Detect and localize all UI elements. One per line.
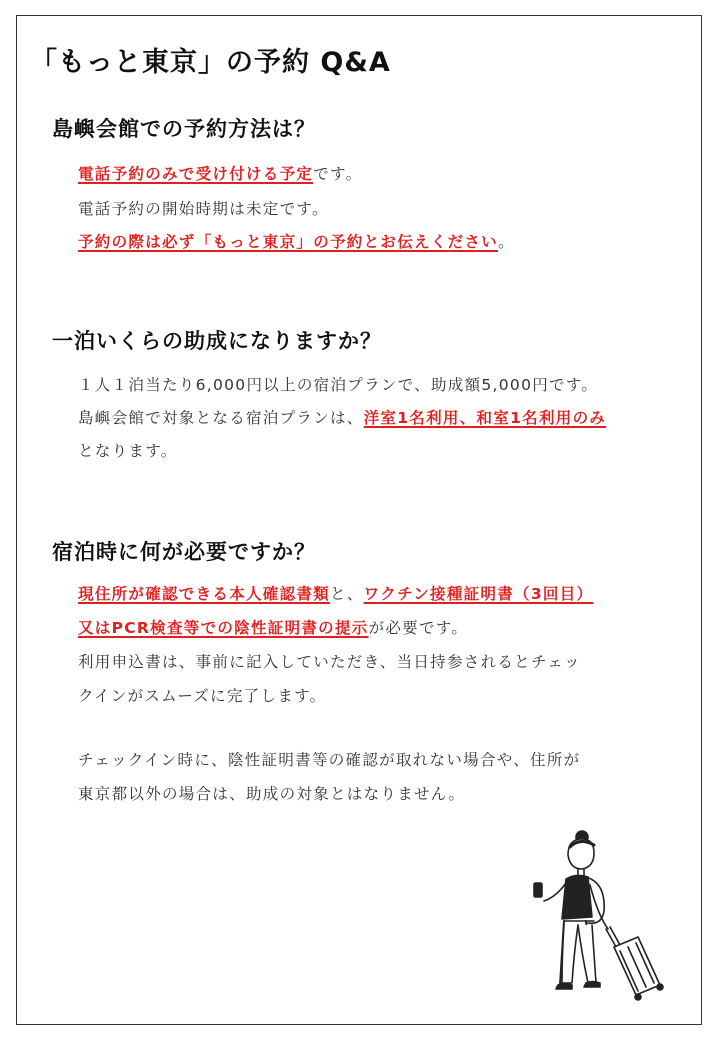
answer-line: １人１泊当たり6,000円以上の宿泊プランで、助成額5,000円です。 [78,376,599,394]
highlight-text: 現住所が確認できる本人確認書類 [78,585,331,603]
answer-line: 島嶼会館で対象となる宿泊プランは、洋室1名利用、和室1名利用のみ [78,409,607,427]
answer-line: 予約の際は必ず「もっと東京」の予約とお伝えください。 [78,233,515,251]
answer-line: 電話予約の開始時期は未定です。 [78,200,329,218]
answer-line: となります。 [78,442,178,460]
highlight-text: 又はPCR検査等での陰性証明書の提示 [78,619,369,637]
question-subsidy-amount: 一泊いくらの助成になりますか？ [52,329,382,353]
highlight-text: ワクチン接種証明書（3回目） [363,585,594,603]
answer-line: チェックイン時に、陰性証明書等の確認が取れない場合や、住所が [78,751,581,769]
question-reservation-method: 島嶼会館での予約方法は？ [52,117,316,141]
answer-line: クインがスムーズに完了します。 [78,687,327,705]
answer-line: 電話予約のみで受け付ける予定です。 [78,165,363,183]
highlight-text: 電話予約のみで受け付ける予定 [78,165,314,183]
traveler-illustration [520,825,670,1005]
answer-line: 又はPCR検査等での陰性証明書の提示が必要です。 [78,619,469,637]
answer-line: 東京都以外の場合は、助成の対象とはなりません。 [78,785,466,803]
answer-line: 利用申込書は、事前に記入していただき、当日持参されるとチェッ [78,653,581,671]
question-required-items: 宿泊時に何が必要ですか？ [52,540,316,564]
page-title: 「もっと東京」の予約 Q&A [30,47,391,78]
answer-line: 現住所が確認できる本人確認書類と、ワクチン接種証明書（3回目） [78,585,594,603]
highlight-text: 予約の際は必ず「もっと東京」の予約とお伝えください [78,233,499,251]
highlight-text: 洋室1名利用、和室1名利用のみ [363,409,607,427]
